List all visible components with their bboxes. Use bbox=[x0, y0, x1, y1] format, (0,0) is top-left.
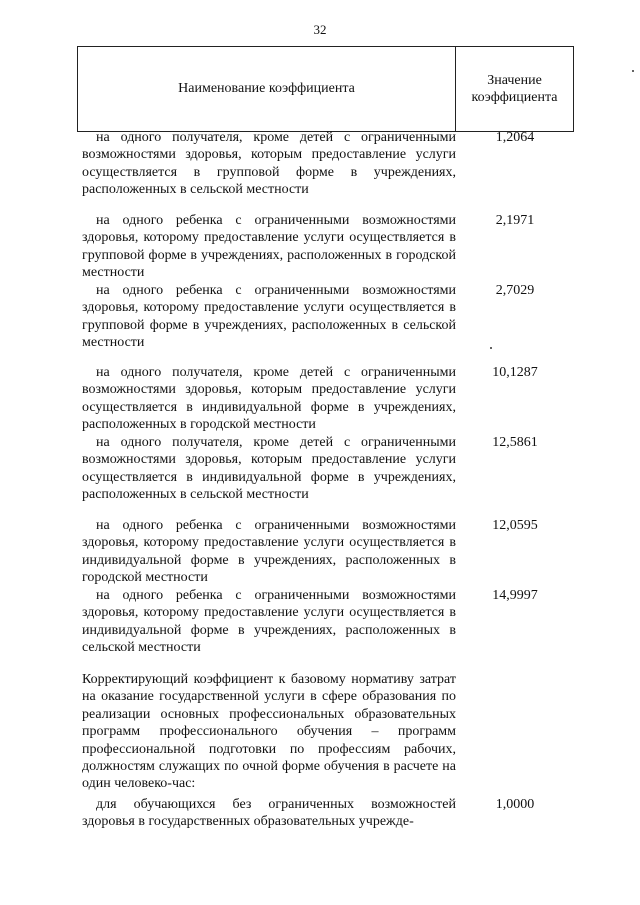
table-row-text: на одного ребенка с ограниченными возможностями здоровья, которому предоставление услуги осуществляется в групповой форме в учреждениях, расположенных в сельской местности bbox=[82, 283, 456, 351]
table-row-text: на одного получателя, кроме детей с ограниченными возможностями здоровья, которым предоставление услуги осуществляется в индивидуальной форме в учреждениях, расположенных в сельской местности bbox=[82, 435, 456, 503]
header-name-label: Наименование коэффициента bbox=[178, 81, 355, 96]
scan-speck bbox=[632, 70, 634, 72]
header-value-label: Значение коэффициента bbox=[471, 73, 558, 105]
table-row-value: 12,5861 bbox=[492, 435, 538, 450]
table-row-text: Корректирующий коэффициент к базовому нормативу затрат на оказание государственной услуги в сфере образования по реализации основных профессиональных образовательных программ профессионального обучения – программ профессиональной подготовки по профессиям рабочих, должностям служащих по очной форме обучения в расчете на один человеко-час: bbox=[82, 672, 456, 792]
page-number: 32 bbox=[313, 22, 327, 37]
table-row-value: 10,1287 bbox=[492, 365, 538, 380]
table-row-text: на одного ребенка с ограниченными возможностями здоровья, которому предоставление услуги осуществляется в индивидуальной форме в учреждениях, расположенных в сельской местности bbox=[82, 588, 456, 656]
table-row-value: 2,7029 bbox=[495, 283, 535, 298]
table-row-text: для обучающихся без ограниченных возможностей здоровья в государственных образовательных учрежде- bbox=[82, 797, 456, 830]
table-row-value: 1,2064 bbox=[495, 130, 535, 145]
table-row-text: на одного получателя, кроме детей с ограниченными возможностями здоровья, которым предоставление услуги осуществляется в групповой форме в учреждениях, расположенных в сельской местности bbox=[82, 130, 456, 198]
table-row-text: на одного ребенка с ограниченными возможностями здоровья, которому предоставление услуги осуществляется в индивидуальной форме в учреждениях, расположенных в городской местности bbox=[82, 518, 456, 586]
table-row-text: на одного ребенка с ограниченными возможностями здоровья, которому предоставление услуги осуществляется в групповой форме в учреждениях, расположенных в городской местности bbox=[82, 213, 456, 281]
table-row-text: на одного получателя, кроме детей с ограниченными возможностями здоровья, которым предоставление услуги осуществляется в индивидуальной форме в учреждениях, расположенных в городской местности bbox=[82, 365, 456, 433]
table-row-value: 14,9997 bbox=[492, 588, 538, 603]
table-row-value: 12,0595 bbox=[492, 518, 538, 533]
table-row-value: 1,0000 bbox=[495, 797, 535, 812]
scan-speck bbox=[490, 347, 492, 349]
table-row-value: 2,1971 bbox=[495, 213, 535, 228]
header-value-cell bbox=[456, 46, 573, 132]
header-name-cell bbox=[78, 46, 455, 132]
